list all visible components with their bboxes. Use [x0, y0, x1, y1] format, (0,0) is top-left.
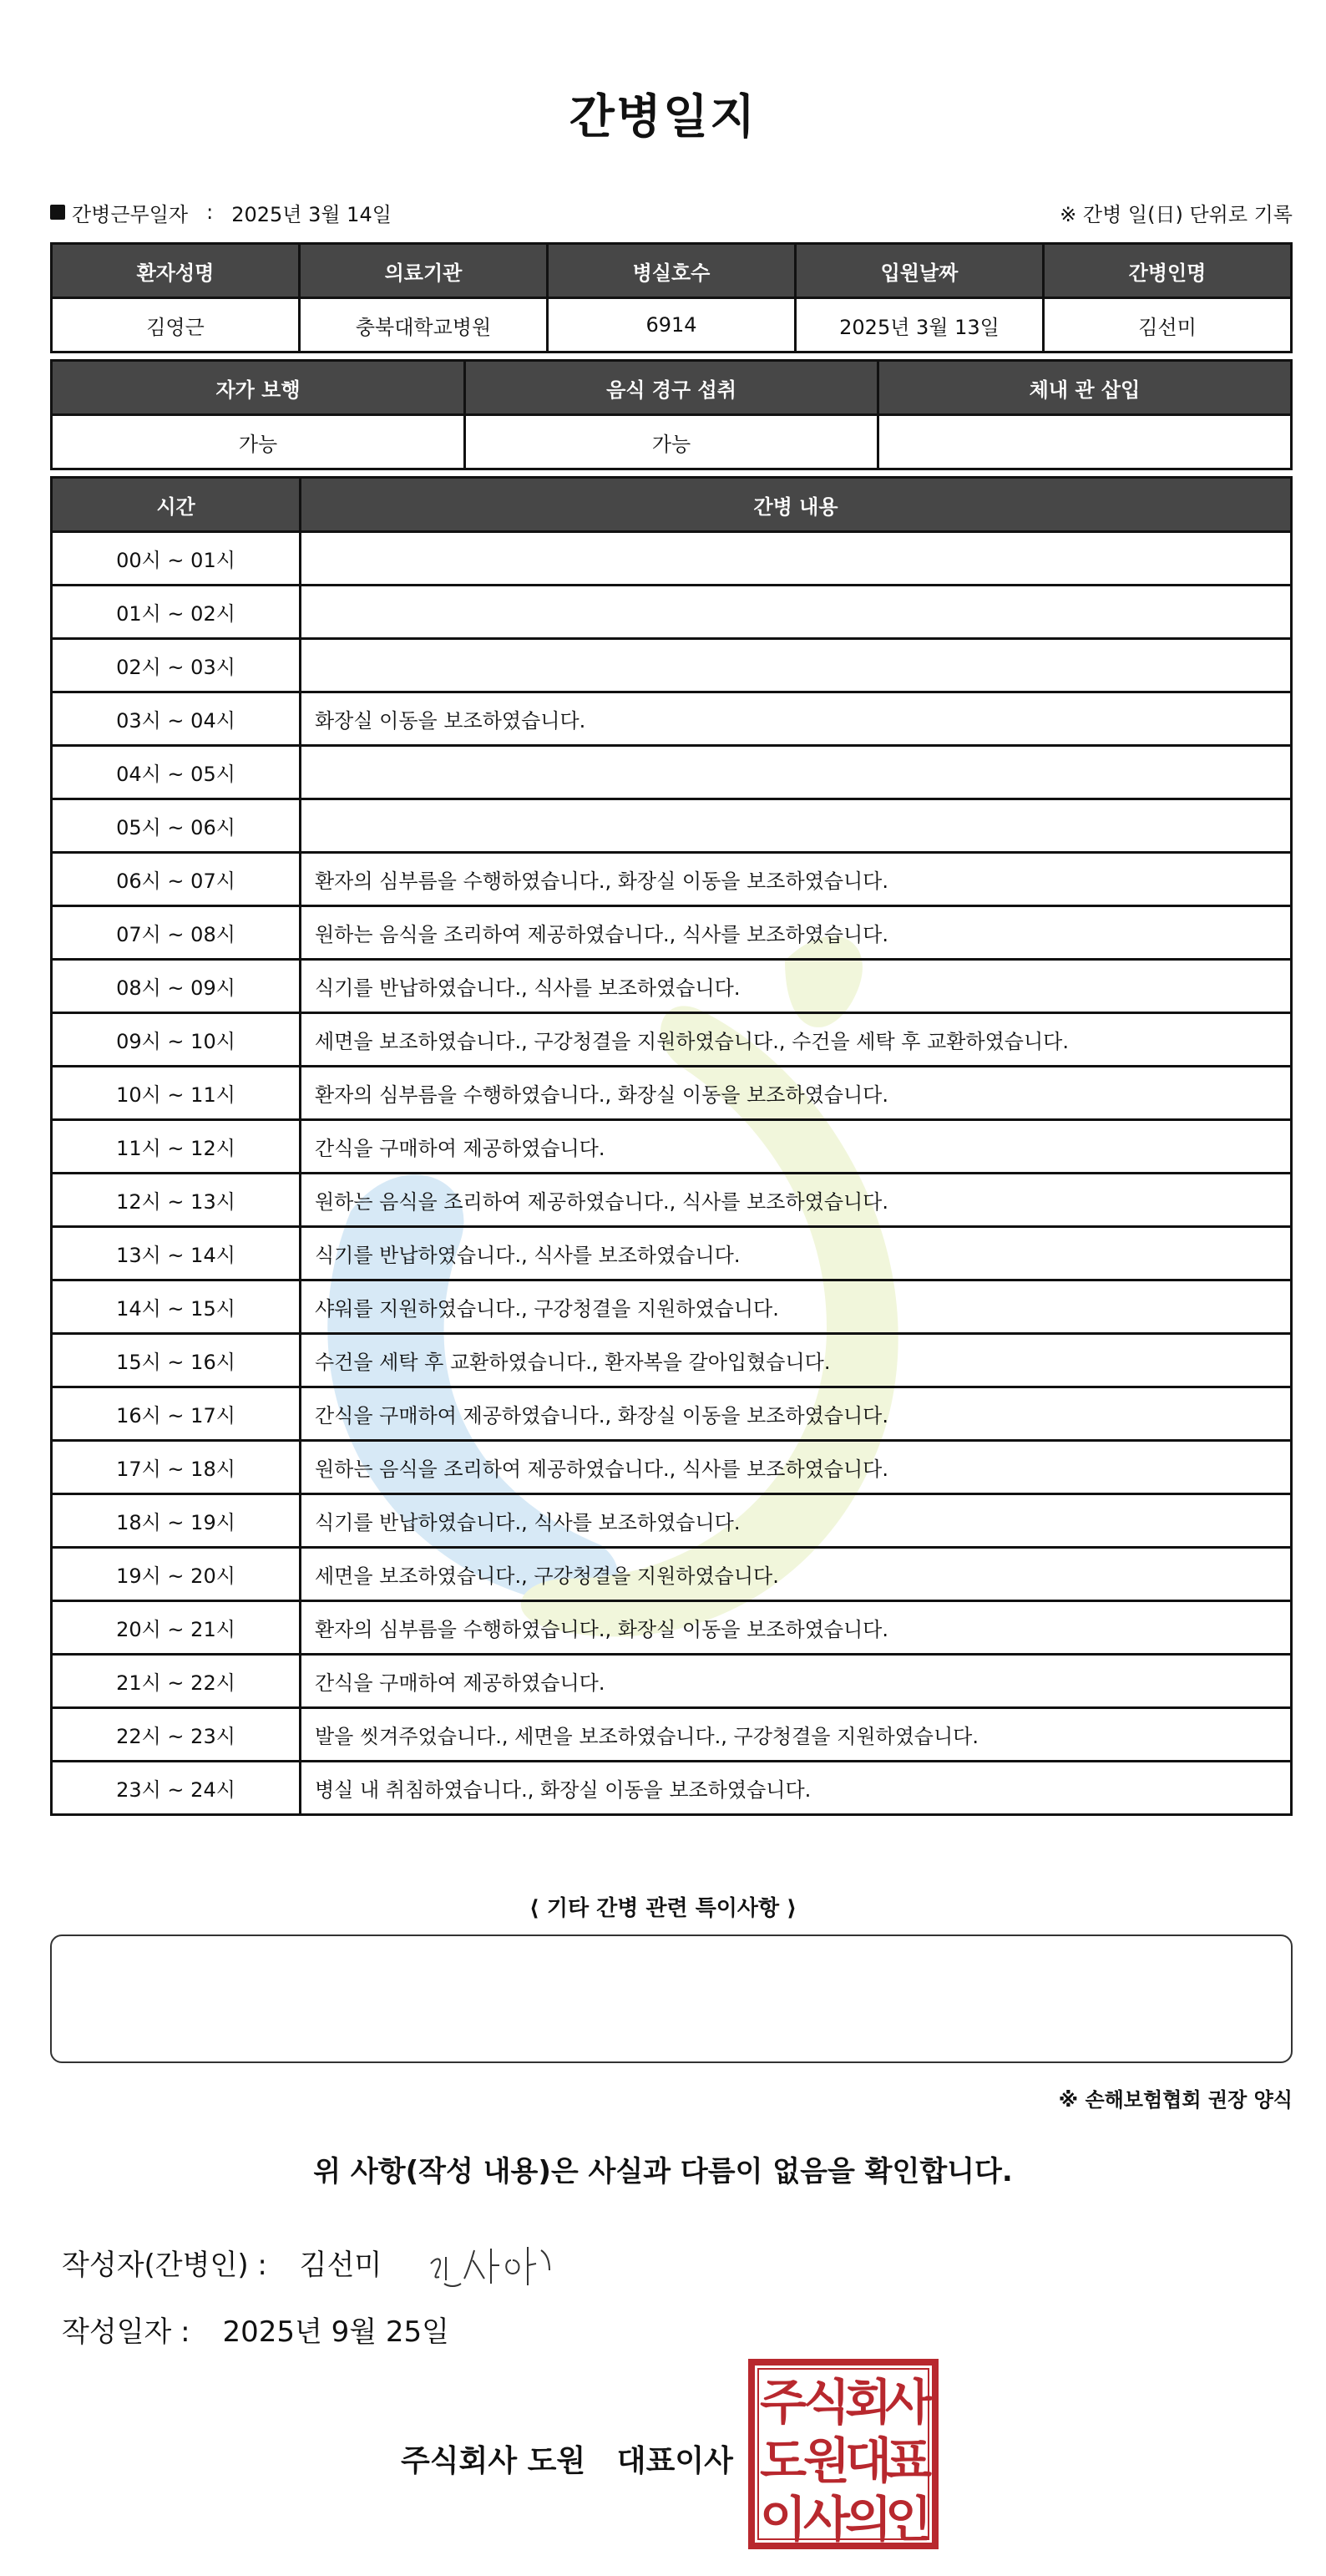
- value-room-number: 6914: [548, 298, 796, 352]
- time-cell: 19시 ~ 20시: [52, 1548, 301, 1601]
- info-value-row: [52, 298, 1292, 352]
- time-cell: 17시 ~ 18시: [52, 1441, 301, 1494]
- svg-text:사: 사: [884, 2374, 933, 2431]
- value-tube-insertion: [878, 415, 1292, 469]
- care-content-cell: 식기를 반납하였습니다., 식사를 보조하였습니다.: [301, 1494, 1292, 1548]
- time-cell: 09시 ~ 10시: [52, 1013, 301, 1067]
- care-content-cell: 환자의 심부름을 수행하였습니다., 화장실 이동을 보조하였습니다.: [301, 1601, 1292, 1655]
- care-content-cell: 병실 내 취침하였습니다., 화장실 이동을 보조하였습니다.: [301, 1762, 1292, 1815]
- source-note: ※ 손해보험협회 권장 양식: [1058, 2088, 1293, 2112]
- patient-info-table: [50, 242, 1293, 353]
- value-hospital: 충북대학교병원: [300, 298, 548, 352]
- table-row: [52, 1334, 1292, 1387]
- special-notes-box: [50, 1935, 1293, 2063]
- header-caregiver-name: 간병인명: [1044, 244, 1292, 298]
- writer-label: 작성자(간병인) :: [62, 2249, 267, 2282]
- table-row: [52, 1174, 1292, 1227]
- time-cell: 14시 ~ 15시: [52, 1280, 301, 1334]
- svg-text:의: 의: [844, 2491, 893, 2548]
- ability-header-row: [52, 361, 1292, 415]
- care-content-cell: [301, 532, 1292, 586]
- value-admission-date: 2025년 3월 13일: [796, 298, 1044, 352]
- table-row: [52, 1120, 1292, 1174]
- time-cell: 05시 ~ 06시: [52, 799, 301, 853]
- table-row: [52, 639, 1292, 692]
- meta-row: [50, 197, 1293, 227]
- svg-text:대: 대: [844, 2432, 893, 2489]
- svg-text:이: 이: [759, 2491, 807, 2548]
- value-oral-intake: 가능: [465, 415, 878, 469]
- care-content-cell: 발을 씻겨주었습니다., 세면을 보조하였습니다., 구강청결을 지원하였습니다.: [301, 1708, 1292, 1762]
- work-date-label: 간병근무일자: [72, 202, 189, 226]
- time-cell: 21시 ~ 22시: [52, 1655, 301, 1708]
- work-date-separator: :: [206, 200, 214, 224]
- work-date-value: 2025년 3월 14일: [231, 202, 392, 226]
- header-admission-date: 입원날짜: [796, 244, 1044, 298]
- header-patient-name: 환자성명: [52, 244, 300, 298]
- svg-text:식: 식: [802, 2374, 851, 2431]
- work-date: [50, 198, 392, 227]
- table-row: [52, 1441, 1292, 1494]
- care-content-cell: 환자의 심부름을 수행하였습니다., 화장실 이동을 보조하였습니다.: [301, 853, 1292, 906]
- table-row: [52, 586, 1292, 639]
- ability-value-row: [52, 415, 1292, 469]
- care-content-cell: 세면을 보조하였습니다., 구강청결을 지원하였습니다.: [301, 1548, 1292, 1601]
- time-cell: 20시 ~ 21시: [52, 1601, 301, 1655]
- patient-ability-table: [50, 359, 1293, 470]
- time-cell: 13시 ~ 14시: [52, 1227, 301, 1280]
- table-row: [52, 1280, 1292, 1334]
- company-name: 주식회사 도원 대표이사: [401, 2444, 733, 2478]
- care-content-cell: 샤워를 지원하였습니다., 구강청결을 지원하였습니다.: [301, 1280, 1292, 1334]
- care-content-cell: 수건을 세탁 후 교환하였습니다., 환자복을 갈아입혔습니다.: [301, 1334, 1292, 1387]
- svg-text:사: 사: [802, 2491, 851, 2548]
- info-header-row: [52, 244, 1292, 298]
- time-cell: 07시 ~ 08시: [52, 906, 301, 960]
- date-value: 2025년 9월 25일: [222, 2315, 450, 2349]
- care-content-cell: 간식을 구매하여 제공하였습니다., 화장실 이동을 보조하였습니다.: [301, 1387, 1292, 1441]
- bullet-square-icon: [50, 205, 65, 220]
- table-row: [52, 1227, 1292, 1280]
- table-row: [52, 1601, 1292, 1655]
- time-cell: 18시 ~ 19시: [52, 1494, 301, 1548]
- svg-text:회: 회: [844, 2374, 893, 2431]
- value-patient-name: 김영근: [52, 298, 300, 352]
- time-cell: 12시 ~ 13시: [52, 1174, 301, 1227]
- table-row: [52, 1762, 1292, 1815]
- date-line: [62, 2309, 449, 2350]
- writer-line: [62, 2242, 382, 2283]
- care-content-cell: [301, 746, 1292, 799]
- log-body: [52, 532, 1292, 1815]
- care-log-table: [50, 476, 1293, 1816]
- svg-text:원: 원: [802, 2432, 851, 2489]
- header-care-content: 간병 내용: [301, 478, 1292, 532]
- notes-title: ⟨ 기타 간병 관련 특이사항 ⟩: [529, 1896, 797, 1921]
- header-self-walking: 자가 보행: [52, 361, 465, 415]
- table-row: [52, 1494, 1292, 1548]
- table-row: [52, 1548, 1292, 1601]
- table-row: [52, 799, 1292, 853]
- care-content-cell: 간식을 구매하여 제공하였습니다.: [301, 1655, 1292, 1708]
- care-content-cell: 세면을 보조하였습니다., 구강청결을 지원하였습니다., 수건을 세탁 후 교환하였습니다.: [301, 1013, 1292, 1067]
- time-cell: 06시 ~ 07시: [52, 853, 301, 906]
- table-row: [52, 692, 1292, 746]
- log-header-row: [52, 478, 1292, 532]
- svg-text:주: 주: [759, 2374, 807, 2431]
- table-row: [52, 1067, 1292, 1120]
- table-row: [52, 532, 1292, 586]
- time-cell: 02시 ~ 03시: [52, 639, 301, 692]
- care-content-cell: [301, 586, 1292, 639]
- unit-note: ※ 간병 일(日) 단위로 기록: [1060, 202, 1293, 226]
- time-cell: 23시 ~ 24시: [52, 1762, 301, 1815]
- date-label: 작성일자 :: [62, 2315, 190, 2349]
- time-cell: 03시 ~ 04시: [52, 692, 301, 746]
- header-tube-insertion: 체내 관 삽입: [878, 361, 1292, 415]
- care-content-cell: 화장실 이동을 보조하였습니다.: [301, 692, 1292, 746]
- care-content-cell: 원하는 음식을 조리하여 제공하였습니다., 식사를 보조하였습니다.: [301, 906, 1292, 960]
- table-row: [52, 960, 1292, 1013]
- care-content-cell: 원하는 음식을 조리하여 제공하였습니다., 식사를 보조하였습니다.: [301, 1174, 1292, 1227]
- table-row: [52, 1708, 1292, 1762]
- header-hospital: 의료기관: [300, 244, 548, 298]
- time-cell: 22시 ~ 23시: [52, 1708, 301, 1762]
- time-cell: 04시 ~ 05시: [52, 746, 301, 799]
- time-cell: 00시 ~ 01시: [52, 532, 301, 586]
- table-row: [52, 1013, 1292, 1067]
- svg-text:인: 인: [884, 2491, 933, 2548]
- time-cell: 08시 ~ 09시: [52, 960, 301, 1013]
- table-row: [52, 1655, 1292, 1708]
- time-cell: 10시 ~ 11시: [52, 1067, 301, 1120]
- value-caregiver-name: 김선미: [1044, 298, 1292, 352]
- header-time: 시간: [52, 478, 301, 532]
- care-content-cell: 원하는 음식을 조리하여 제공하였습니다., 식사를 보조하였습니다.: [301, 1441, 1292, 1494]
- table-row: [52, 906, 1292, 960]
- writer-name: 김선미: [299, 2249, 382, 2282]
- care-content-cell: 식기를 반납하였습니다., 식사를 보조하였습니다.: [301, 1227, 1292, 1280]
- time-cell: 01시 ~ 02시: [52, 586, 301, 639]
- header-oral-intake: 음식 경구 섭취: [465, 361, 878, 415]
- document-title: 간병일지: [569, 90, 757, 145]
- care-content-cell: 간식을 구매하여 제공하였습니다.: [301, 1120, 1292, 1174]
- confirmation-statement: 위 사항(작성 내용)은 사실과 다름이 없음을 확인합니다.: [313, 2155, 1013, 2188]
- svg-text:표: 표: [884, 2432, 933, 2489]
- care-content-cell: 식기를 반납하였습니다., 식사를 보조하였습니다.: [301, 960, 1292, 1013]
- time-cell: 16시 ~ 17시: [52, 1387, 301, 1441]
- header-room-number: 병실호수: [548, 244, 796, 298]
- svg-text:도: 도: [759, 2432, 807, 2489]
- time-cell: 11시 ~ 12시: [52, 1120, 301, 1174]
- table-row: [52, 1387, 1292, 1441]
- handwritten-signature: [424, 2232, 566, 2299]
- company-seal-stamp: [747, 2357, 940, 2551]
- care-content-cell: [301, 799, 1292, 853]
- table-row: [52, 853, 1292, 906]
- care-content-cell: [301, 639, 1292, 692]
- value-self-walking: 가능: [52, 415, 465, 469]
- time-cell: 15시 ~ 16시: [52, 1334, 301, 1387]
- care-content-cell: 환자의 심부름을 수행하였습니다., 화장실 이동을 보조하였습니다.: [301, 1067, 1292, 1120]
- table-row: [52, 746, 1292, 799]
